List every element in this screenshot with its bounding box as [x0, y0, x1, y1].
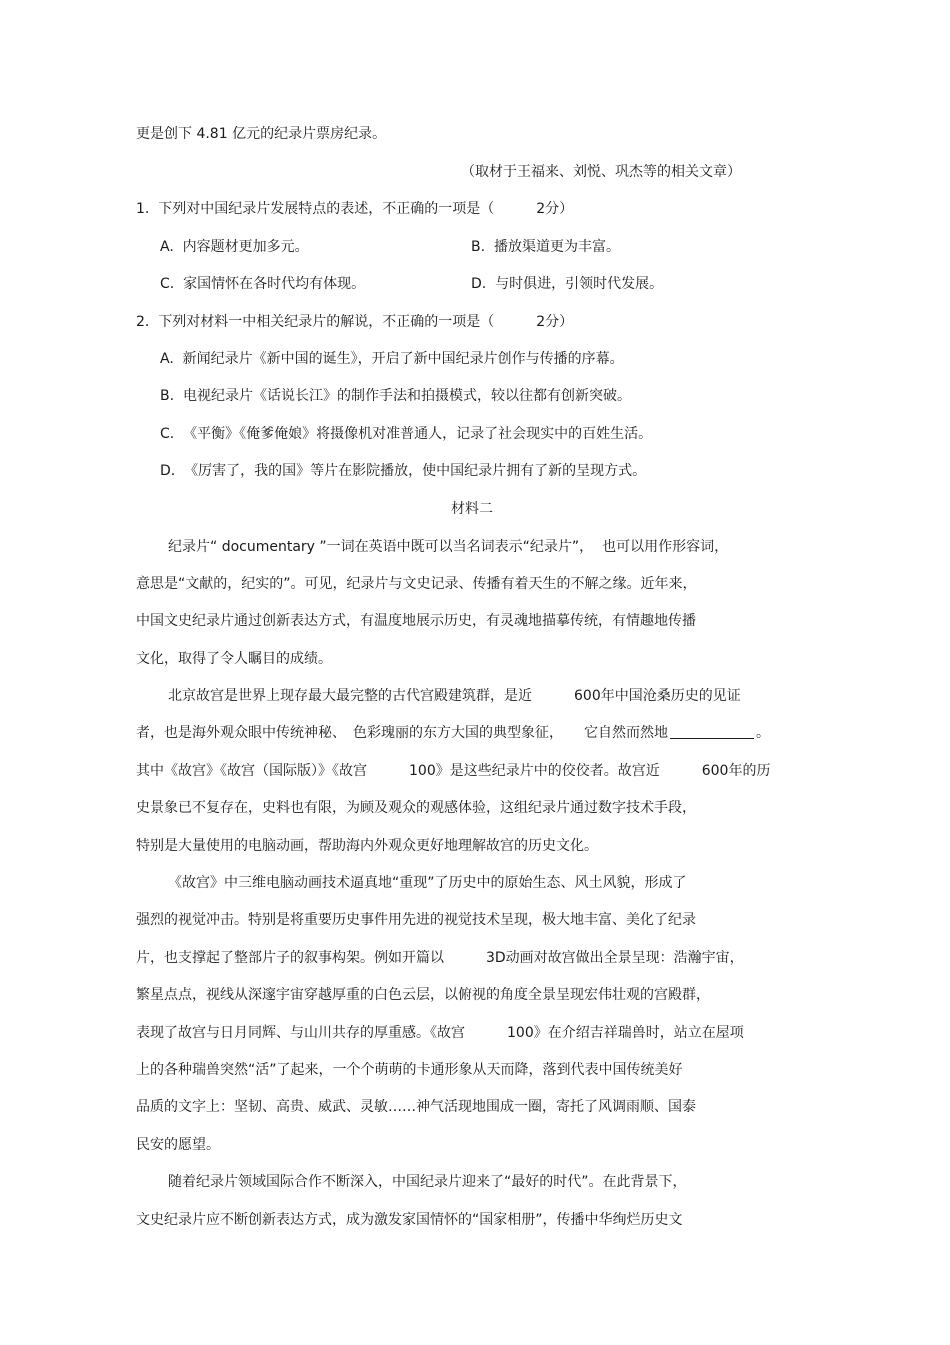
line-text: 品质的文字上：坚韧、高贵、威武、灵敏……神气活现地围成一圈，寄托了风调雨顺、国泰: [136, 1099, 696, 1115]
question-2-stem: [136, 312, 573, 332]
fill-in-blank: [670, 724, 754, 739]
option-text: B. 播放渠道更为丰富。: [471, 239, 620, 255]
option-text: C. 《平衡》《俺爹俺娘》将摄像机对准普通人，记录了社会现实中的百姓生活。: [160, 426, 653, 442]
option-text: A. 新闻纪录片《新中国的诞生》，开启了新中国纪录片创作与传播的序幕。: [160, 351, 624, 367]
line-text: 史景象已不复存在，史料也有限，为顾及观众的观感体验，这组纪录片通过数字技术手段，: [136, 800, 696, 816]
paragraph-1-line: [168, 537, 728, 557]
question-1-option-c: [160, 274, 365, 294]
question-1-option-b: [471, 237, 620, 257]
paragraph-4-line: [168, 1172, 687, 1192]
paragraph-3-line: [136, 910, 696, 930]
line-text: 上的各种瑞兽突然“活”了起来，一个个萌萌的卡通形象从天而降，落到代表中国传统美好: [136, 1062, 683, 1078]
question-2-text: 2. 下列对材料一中相关纪录片的解说，不正确的一项是（ 2分）: [136, 314, 574, 330]
paragraph-3-line: [136, 1097, 696, 1117]
line-text: 特别是大量使用的电脑动画，帮助海内外观众更好地理解故宫的历史文化。: [136, 838, 598, 854]
paragraph-3-line: [136, 985, 710, 1005]
question-2-option-b: [160, 386, 631, 406]
paragraph-2-line: [168, 686, 741, 706]
line-text: 者，也是海外观众眼中传统神秘、 色彩瑰丽的东方大国的典型象征， 它自然而然地: [136, 725, 668, 741]
question-1-option-a: [160, 237, 309, 257]
option-text: D. 与时俱进，引领时代发展。: [471, 276, 664, 292]
line-text: 表现了故宫与日月同辉、与山川共存的厚重感。《故宫 100》在介绍吉祥瑞兽时，站立在屋项: [136, 1025, 744, 1041]
line-text: 繁星点点，视线从深邃宇宙穿越厚重的白色云层，以俯视的角度全景呈现宏伟壮观的宫殿群，: [136, 987, 710, 1003]
paragraph-2-line: [136, 836, 598, 856]
paragraph-3-line: [136, 948, 744, 968]
paragraph-1-line: [136, 611, 696, 631]
paragraph-3-line: [136, 1135, 220, 1155]
paragraph-2-line: [136, 723, 770, 743]
line-text: 文化，取得了令人瞩目的成绩。: [136, 651, 332, 667]
line-text: 中国文史纪录片通过创新表达方式，有温度地展示历史，有灵魂地描摹传统，有情趣地传播: [136, 613, 696, 629]
paragraph-3-line: [136, 1023, 744, 1043]
paragraph-3-line: [168, 873, 687, 893]
source-text: （取材于王福来、刘悦、巩杰等的相关文章）: [461, 164, 741, 180]
option-text: B. 电视纪录片《话说长江》的制作手法和拍摄模式，较以往都有创新突破。: [160, 388, 631, 404]
question-2-option-a: [160, 349, 624, 369]
option-text: C. 家国情怀在各时代均有体现。: [160, 276, 366, 292]
line-text: 其中《故宫》《故宫（国际版）》《故宫 100》是这些纪录片中的佼佼者。故宫近 600年的历: [136, 763, 771, 779]
line-text: 《故宫》中三维电脑动画技术逼真地“重现”了历史中的原始生态、风土风貌，形成了: [168, 875, 687, 891]
source-note: [461, 162, 741, 182]
option-text: D. 《厉害了，我的国》等片在影院播放，使中国纪录片拥有了新的呈现方式。: [160, 463, 647, 479]
section-heading: [451, 499, 493, 519]
paragraph-4-line: [136, 1210, 683, 1230]
line-text: 片，也支撑起了整部片子的叙事构架。例如开篇以 3D动画对故宫做出全景呈现：浩瀚宇宙，: [136, 950, 744, 966]
paragraph-1-line: [136, 574, 697, 594]
option-text: A. 内容题材更加多元。: [160, 239, 309, 255]
question-1-stem: [136, 199, 573, 219]
question-1-option-d: [471, 274, 663, 294]
question-2-option-c: [160, 424, 652, 444]
paragraph-2-line: [136, 798, 696, 818]
line-text: 强烈的视觉冲击。特别是将重要历史事件用先进的视觉技术呈现，极大地丰富、美化了纪录: [136, 912, 696, 928]
intro-text: 更是创下 4.81 亿元的纪录片票房纪录。: [136, 126, 387, 142]
line-text: 。: [756, 725, 770, 741]
question-1-text: 1. 下列对中国纪录片发展特点的表述，不正确的一项是（ 2分）: [136, 201, 574, 217]
line-text: 民安的愿望。: [136, 1137, 220, 1153]
paragraph-2-line: [136, 761, 770, 781]
paragraph-1-line: [136, 649, 332, 669]
line-text: 意思是“文献的，纪实的”。可见，纪录片与文史记录、传播有着天生的不解之缘。近年来，: [136, 576, 697, 592]
line-text: 北京故宫是世界上现存最大最完整的古代宫殿建筑群，是近 600年中国沧桑历史的见证: [168, 688, 741, 704]
line-text: 随着纪录片领域国际合作不断深入，中国纪录片迎来了“最好的时代”。在此背景下，: [168, 1174, 687, 1190]
line-text: 纪录片“ documentary ”一词在英语中既可以当名词表示“纪录片”， 也可以用作形容词，: [168, 539, 729, 555]
line-text: 文史纪录片应不断创新表达方式，成为激发家国情怀的“国家相册”，传播中华绚烂历史文: [136, 1212, 683, 1228]
paragraph-3-line: [136, 1060, 683, 1080]
intro-line: [136, 124, 386, 144]
question-2-option-d: [160, 461, 646, 481]
heading-text: 材料二: [451, 501, 493, 517]
